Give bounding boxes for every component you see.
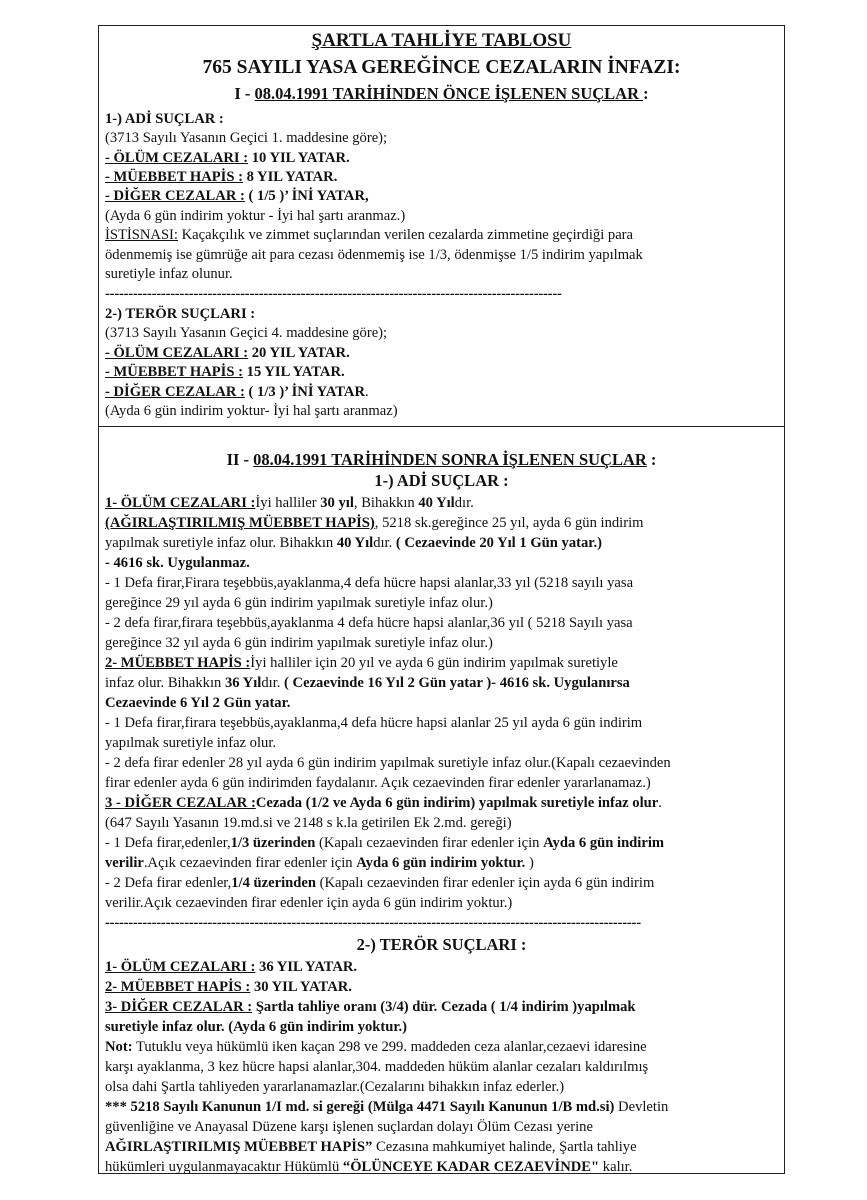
part2-diger-line3: - 1 Defa firar,edenler,1/3 üzerinden (Kapalı cezaevinden firar edenler için Ayda 6 gün indirim <box>105 835 665 851</box>
part2-not-line1: Not: Tutuklu veya hükümlü iken kaçan 298 ve 299. maddeden ceza alanlar,cezaevi idaresine <box>105 1039 647 1055</box>
document-sheet <box>98 25 785 1174</box>
part1-teror-ref: (3713 Sayılı Yasanın Geçici 4. maddesine göre); <box>105 325 388 341</box>
part2-teror-olum: 1- ÖLÜM CEZALARI : 36 YIL YATAR. <box>105 959 358 975</box>
part1-istisna-line2: ödenmemiş ise gümrüğe ait para cezası ödenmemiş ise 1/3, ödenmişse 1/5 indirim yapılmak <box>105 247 643 263</box>
part2-mubbet-line4: - 1 Defa firar,firara teşebbüs,ayaklanma,4 defa hücre hapsi alanlar 25 yıl ayda 6 gün indirim <box>105 715 643 731</box>
part1-adi-title: 1-) ADİ SUÇLAR : <box>105 111 224 127</box>
part2-agir-line3: - 4616 sk. Uygulanmaz. <box>105 555 250 571</box>
part2-diger-line4: verilir.Açık cezaevinden firar edenler için Ayda 6 gün indirim yoktur. ) <box>105 855 534 871</box>
document-title: ŞARTLA TAHLİYE TABLOSU <box>311 30 572 51</box>
part2-star-line3: AĞIRLAŞTIRILMIŞ MÜEBBET HAPİS” Cezasına mahkumiyet halinde, Şartla tahliye <box>105 1139 637 1155</box>
part2-mubbet-line6: - 2 defa firar edenler 28 yıl ayda 6 gün indirim yapılmak suretiyle infaz olur.(Kapalı cezaevinden <box>105 755 671 771</box>
part2-mubbet-line3: Cezaevinde 6 Yıl 2 Gün yatar. <box>105 695 291 711</box>
part1-teror-diger: - DİĞER CEZALAR : ( 1/3 )’ İNİ YATAR. <box>105 384 369 400</box>
part2-star-line1: *** 5218 Sayılı Kanunun 1/I md. si gereği (Mülga 4471 Sayılı Kanunun 1/B md.si) Devletin <box>105 1099 669 1115</box>
part2-separator: ------------------------------------------------------------------------------------------------------------------- <box>105 915 641 931</box>
part2-firar1-line1: - 1 Defa firar,Firara teşebbüs,ayaklanma,4 defa hücre hapsi alanlar,33 yıl (5218 sayılı yasa <box>105 575 634 591</box>
part1-adi-mubbet: - MÜEBBET HAPİS : 8 YIL YATAR. <box>105 169 338 185</box>
part2-diger-line1: 3 - DİĞER CEZALAR :Cezada (1/2 ve Ayda 6 gün indirim) yapılmak suretiyle infaz olur. <box>105 795 662 811</box>
part2-firar1-line3: - 2 defa firar,firara teşebbüs,ayaklanma 4 defa hücre hapsi alanlar,36 yıl ( 5218 Sayılı yasa <box>105 615 633 631</box>
part1-adi-ref: (3713 Sayılı Yasanın Geçici 1. maddesine göre); <box>105 130 388 146</box>
part2-adi-title: 1-) ADİ SUÇLAR : <box>374 471 509 490</box>
part2-firar1-line2: gereğince 29 yıl ayda 6 gün indirim yapılmak suretiyle infaz olur.) <box>105 595 493 611</box>
part1-teror-note: (Ayda 6 gün indirim yoktur- İyi hal şartı aranmaz) <box>105 403 398 419</box>
part2-diger-line6: verilir.Açık cezaevinden firar edenler için ayda 6 gün indirim yoktur.) <box>105 895 513 911</box>
part1-teror-olum: - ÖLÜM CEZALARI : 20 YIL YATAR. <box>105 345 350 361</box>
part2-teror-title: 2-) TERÖR SUÇLARI : <box>356 935 527 954</box>
part2-mubbet-line2: infaz olur. Bihakkın 36 Yıldır. ( Cezaevinde 16 Yıl 2 Gün yatar )- 4616 sk. Uygulanırsa <box>105 675 630 691</box>
section-divider <box>99 426 784 427</box>
part2-mubbet-line5: yapılmak suretiyle infaz olur. <box>105 735 277 751</box>
part1-teror-mubbet: - MÜEBBET HAPİS : 15 YIL YATAR. <box>105 364 345 380</box>
document-subtitle: 765 SAYILI YASA GEREĞİNCE CEZALARIN İNFAZI: <box>202 57 681 78</box>
part2-not-line2: karşı ayaklanma, 3 kez hücre hapsi alanlar,304. maddeden hüküm alanlar cezaları kaldırılmış <box>105 1059 649 1075</box>
part2-teror-diger-line1: 3- DİĞER CEZALAR : Şartla tahliye oranı (3/4) dür. Cezada ( 1/4 indirim )yapılmak <box>105 999 636 1015</box>
part2-firar1-line4: gereğince 32 yıl ayda 6 gün indirim yapılmak suretiyle infaz olur.) <box>105 635 493 651</box>
part2-star-line4: hükümleri uygulanmayacaktır Hükümlü “ÖLÜNCEYE KADAR CEZAEVİNDE" kalır. <box>105 1159 633 1175</box>
part1-separator: -------------------------------------------------------------------------------------------------- <box>105 286 562 302</box>
part2-diger-line2: (647 Sayılı Yasanın 19.md.si ve 2148 s k.la getirilen Ek 2.md. gereği) <box>105 815 512 831</box>
part1-adi-diger: - DİĞER CEZALAR : ( 1/5 )’ İNİ YATAR, <box>105 188 369 204</box>
part1-istisna-line1: İSTİSNASI: Kaçakçılık ve zimmet suçlarından verilen cezalarda zimmetine geçirdiği para <box>105 227 634 243</box>
part2-star-line2: güvenliğine ve Anayasal Düzene karşı işlenen suçlardan dolayı Ölüm Cezası yerine <box>105 1119 593 1135</box>
part1-adi-olum: - ÖLÜM CEZALARI : 10 YIL YATAR. <box>105 150 350 166</box>
part2-teror-mubbet: 2- MÜEBBET HAPİS : 30 YIL YATAR. <box>105 979 352 995</box>
part1-heading: I - 08.04.1991 TARİHİNDEN ÖNCE İŞLENEN SUÇLAR : <box>234 84 649 103</box>
part1-teror-title: 2-) TERÖR SUÇLARI : <box>105 306 256 322</box>
part2-agir-line1: (AĞIRLAŞTIRILMIŞ MÜEBBET HAPİS), 5218 sk.gereğince 25 yıl, ayda 6 gün indirim <box>105 515 644 531</box>
part2-mubbet-line1: 2- MÜEBBET HAPİS :İyi halliler için 20 yıl ve ayda 6 gün indirim yapılmak suretiyle <box>105 655 618 671</box>
part2-olum: 1- ÖLÜM CEZALARI :İyi halliler 30 yıl, Bihakkın 40 Yıldır. <box>105 495 474 511</box>
part1-adi-note: (Ayda 6 gün indirim yoktur - İyi hal şartı aranmaz.) <box>105 208 406 224</box>
part2-mubbet-line7: firar edenler ayda 6 gün indirimden faydalanır. Açık cezaevinden firar edenler yararlanamaz.) <box>105 775 651 791</box>
part2-diger-line5: - 2 Defa firar edenler,1/4 üzerinden (Kapalı cezaevinden firar edenler için ayda 6 gün indirim <box>105 875 655 891</box>
part2-teror-diger-line2: suretiyle infaz olur. (Ayda 6 gün indirim yoktur.) <box>105 1019 408 1035</box>
part2-agir-line2: yapılmak suretiyle infaz olur. Bihakkın 40 Yıldır. ( Cezaevinde 20 Yıl 1 Gün yatar.) <box>105 535 602 551</box>
part2-heading: II - 08.04.1991 TARİHİNDEN SONRA İŞLENEN SUÇLAR : <box>226 450 657 469</box>
part2-not-line3: olsa dahi Şartla tahliyeden yararlanamazlar.(Cezalarını bihakkın infaz ederler.) <box>105 1079 565 1095</box>
part1-istisna-line3: suretiyle infaz olunur. <box>105 266 233 282</box>
